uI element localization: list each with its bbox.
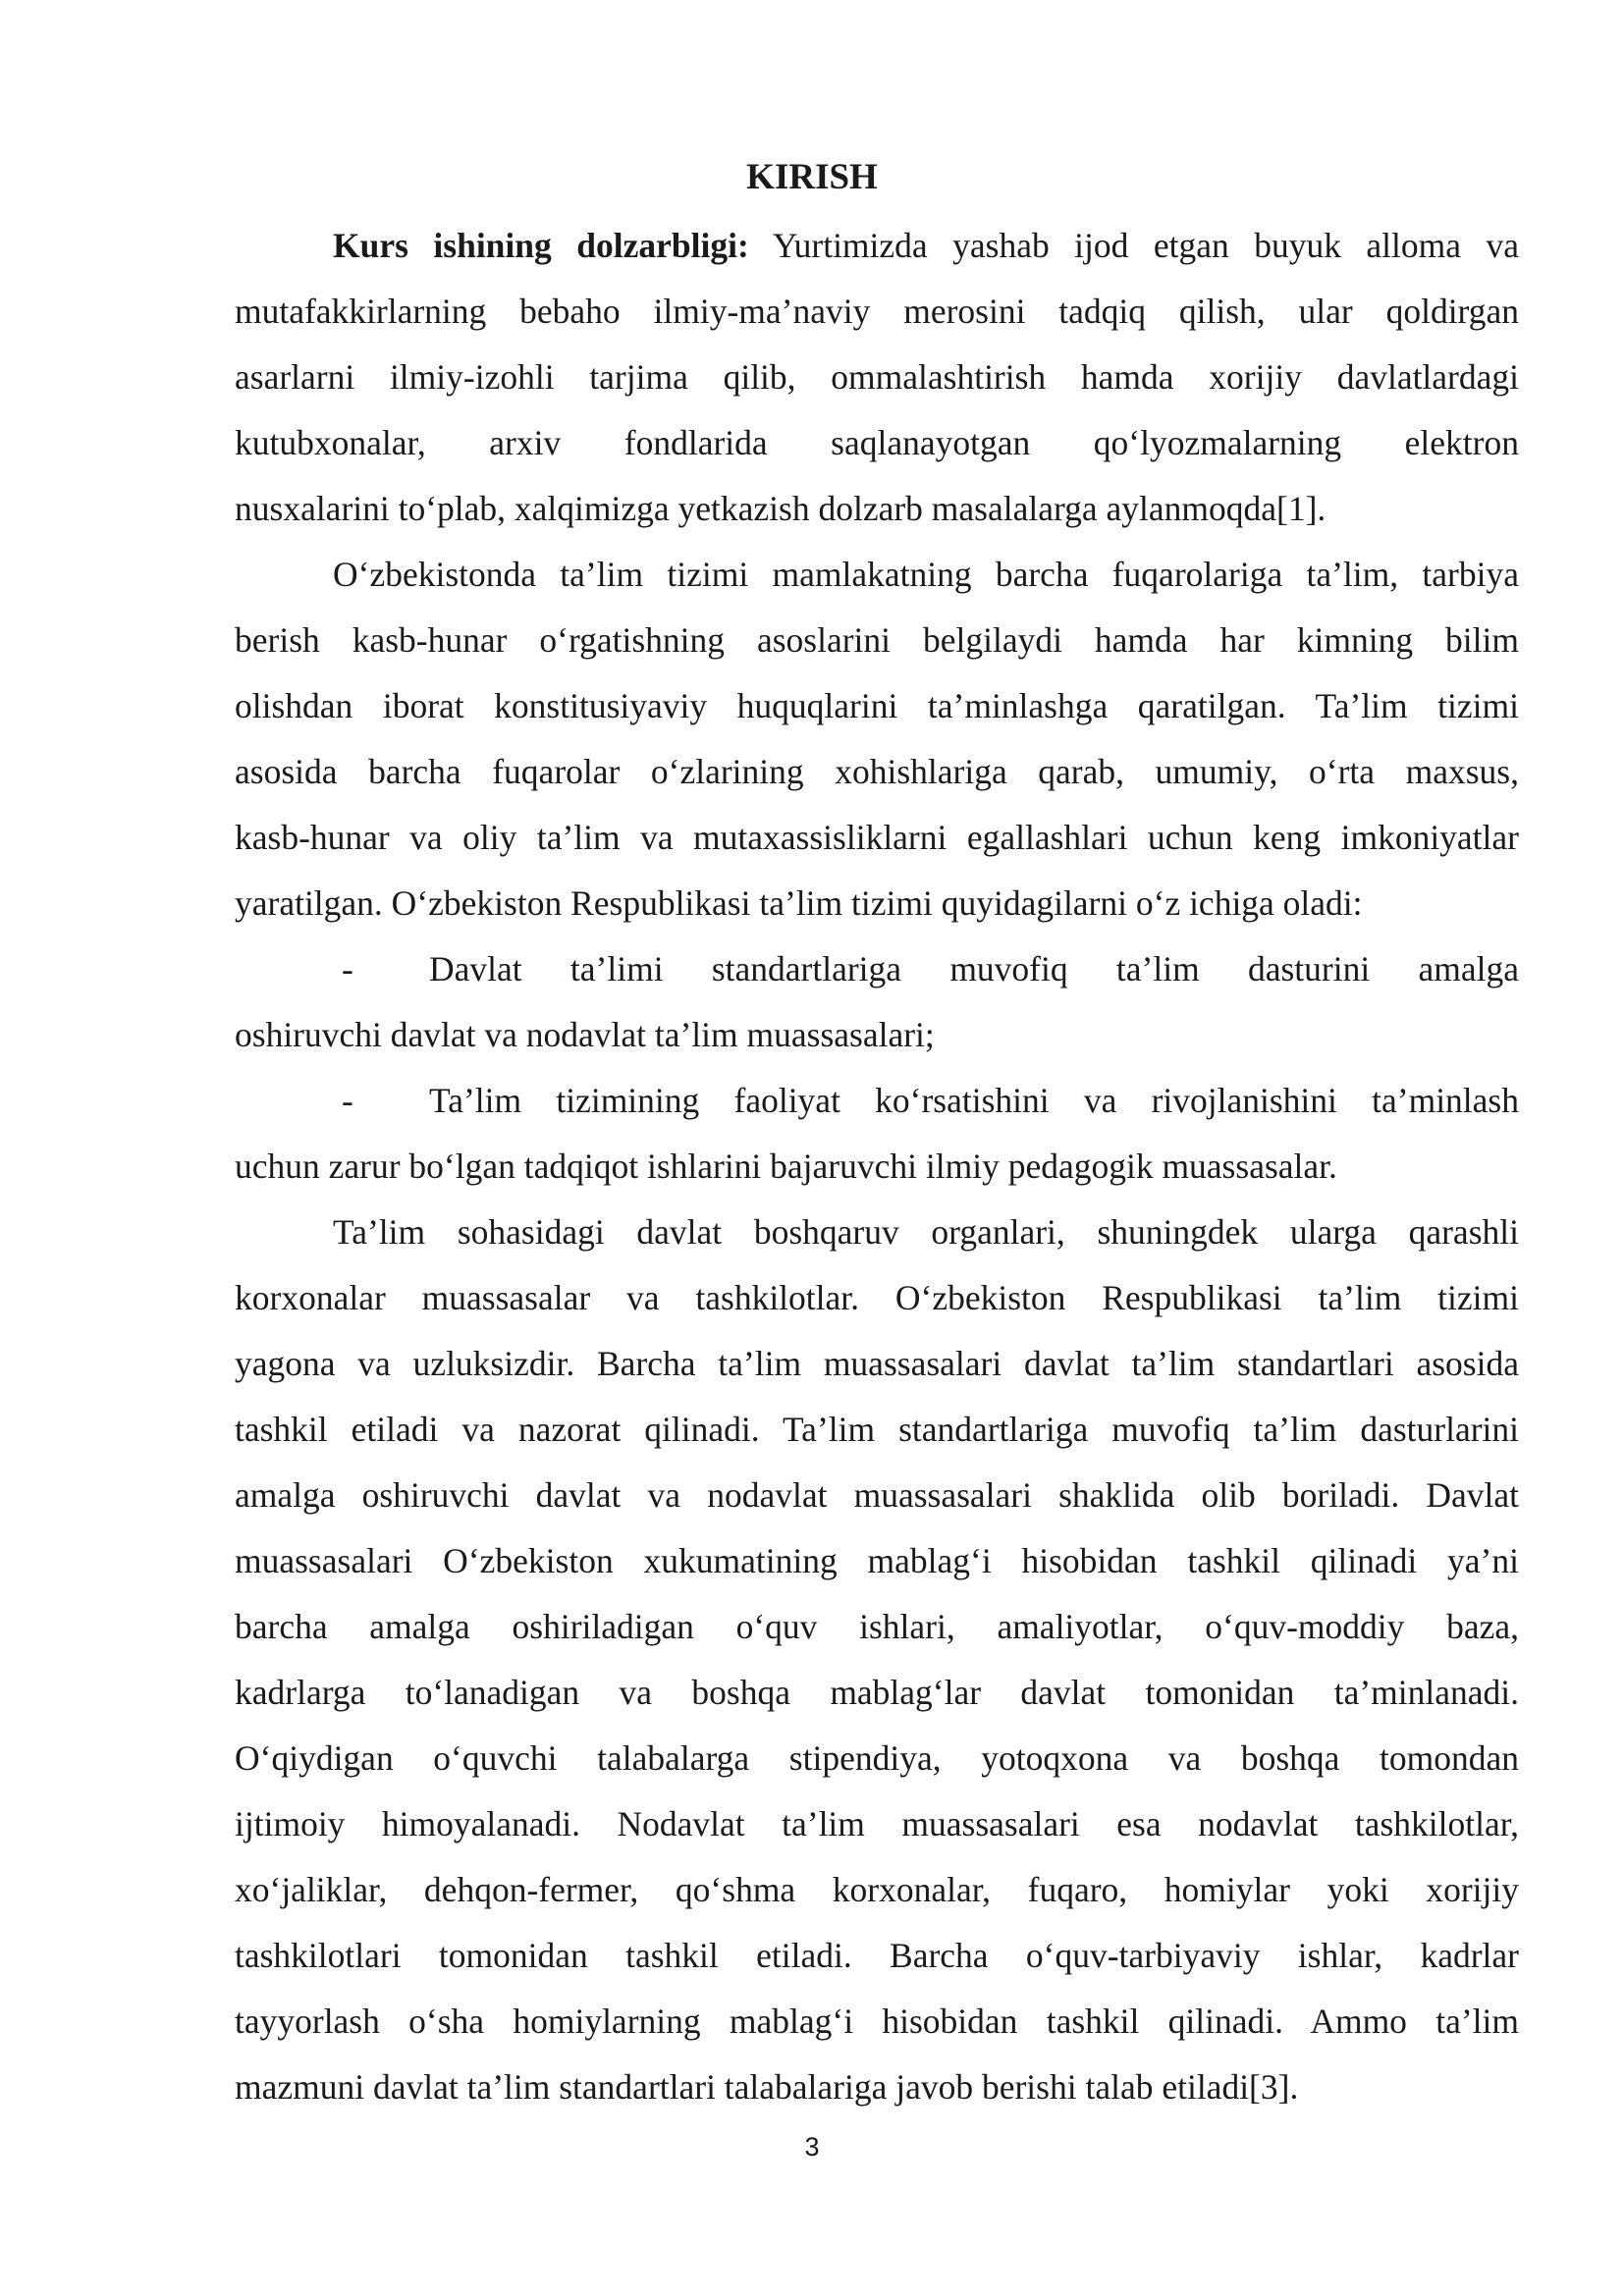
bullet-1-dash: - (342, 949, 353, 988)
bullet-1-line-1: Davlat ta’limi standartlariga muvofiq ta’lim dasturini amalga (429, 949, 1519, 988)
paragraph-3-line-1: Ta’lim sohasidagi davlat boshqaruv organlari, shuningdek ularga qarashli (333, 1212, 1519, 1252)
paragraph-3-line-12: tashkilotlari tomonidan tashkil etiladi. Barcha o‘quv-tarbiyaviy ishlar, kadrlar (235, 1936, 1519, 1975)
paragraph-2-line-3: olishdan iborat konstitusiyaviy huquqlarini ta’minlashga qaratilgan. Ta’lim tizimi (235, 686, 1519, 725)
paragraph-3-line-11: xo‘jaliklar, dehqon-fermer, qo‘shma korxonalar, fuqaro, homiylar yoki xorijiy (235, 1870, 1519, 1909)
paragraph-3-line-7: barcha amalga oshiriladigan o‘quv ishlari, amaliyotlar, o‘quv-moddiy baza, (235, 1607, 1519, 1646)
paragraph-1-line-3: asarlarni ilmiy-izohli tarjima qilib, ommalashtirish hamda xorijiy davlatlardagi (235, 357, 1519, 397)
paragraph-3-line-9: O‘qiydigan o‘quvchi talabalarga stipendiya, yotoqxona va boshqa tomondan (235, 1738, 1519, 1778)
paragraph-3-line-2: korxonalar muassasalar va tashkilotlar. O‘zbekiston Respublikasi ta’lim tizimi (235, 1278, 1519, 1317)
page-number: 3 (804, 2132, 820, 2162)
paragraph-2-line-1: O‘zbekistonda ta’lim tizimi mamlakatning barcha fuqarolariga ta’lim, tarbiya (333, 555, 1519, 594)
bullet-2-line-1: Ta’lim tizimining faoliyat ko‘rsatishini va rivojlanishini ta’minlash (429, 1081, 1519, 1120)
paragraph-3-line-4: tashkil etiladi va nazorat qilinadi. Ta’lim standartlariga muvofiq ta’lim dasturlarini (235, 1410, 1519, 1449)
paragraph-1-line-5: nusxalarini to‘plab, xalqimizga yetkazish dolzarb masalalarga aylanmoqda[1]. (235, 489, 1326, 528)
bullet-2-dash: - (342, 1081, 353, 1120)
paragraph-3-line-5: amalga oshiruvchi davlat va nodavlat muassasalari shaklida olib boriladi. Davlat (235, 1475, 1519, 1515)
paragraph-1-line-2: mutafakkirlarning bebaho ilmiy-ma’naviy merosini tadqiq qilish, ular qoldirgan (235, 292, 1519, 331)
bullet-1-line-2: oshiruvchi davlat va nodavlat ta’lim muassasalari; (235, 1015, 935, 1054)
paragraph-3-line-6: muassasalari O‘zbekiston xukumatining mablag‘i hisobidan tashkil qilinadi ya’ni (235, 1541, 1519, 1580)
paragraph-3-line-8: kadrlarga to‘lanadigan va boshqa mablag‘lar davlat tomonidan ta’minlanadi. (235, 1673, 1519, 1712)
paragraph-3-line-14: mazmuni davlat ta’lim standartlari talabalariga javob berishi talab etiladi[3]. (235, 2067, 1299, 2107)
paragraph-2-line-5: kasb-hunar va oliy ta’lim va mutaxassisliklarni egallashlari uchun keng imkoniyatlar (235, 818, 1519, 857)
paragraph-3-line-13: tayyorlash o‘sha homiylarning mablag‘i hisobidan tashkil qilinadi. Ammo ta’lim (235, 2002, 1519, 2041)
paragraph-2-line-4: asosida barcha fuqarolar o‘zlarining xohishlariga qarab, umumiy, o‘rta maxsus, (235, 752, 1519, 791)
paragraph-3-line-10: ijtimoiy himoyalanadi. Nodavlat ta’lim muassasalari esa nodavlat tashkilotlar, (235, 1804, 1519, 1843)
paragraph-2-line-2: berish kasb-hunar o‘rgatishning asoslarini belgilaydi hamda har kimning bilim (235, 620, 1519, 660)
paragraph-1-line-4: kutubxonalar, arxiv fondlarida saqlanayotgan qo‘lyozmalarning elektron (235, 423, 1519, 462)
paragraph-3-line-3: yagona va uzluksizdir. Barcha ta’lim muassasalari davlat ta’lim standartlari asosida (235, 1344, 1519, 1383)
bullet-2-line-2: uchun zarur bo‘lgan tadqiqot ishlarini bajaruvchi ilmiy pedagogik muassasalar. (235, 1147, 1337, 1186)
paragraph-1-lead: Kurs ishining dolzarbligi: (333, 226, 749, 265)
paragraph-1-line-1 (333, 218, 1519, 273)
paragraph-2-line-6: yaratilgan. O‘zbekiston Respublikasi ta’lim tizimi quyidagilarni o‘z ichiga oladi: (235, 883, 1363, 923)
page-title: KIRISH (746, 157, 878, 197)
paragraph-1-line-1-text: Yurtimizda yashab ijod etgan buyuk alloma va (748, 226, 1519, 265)
